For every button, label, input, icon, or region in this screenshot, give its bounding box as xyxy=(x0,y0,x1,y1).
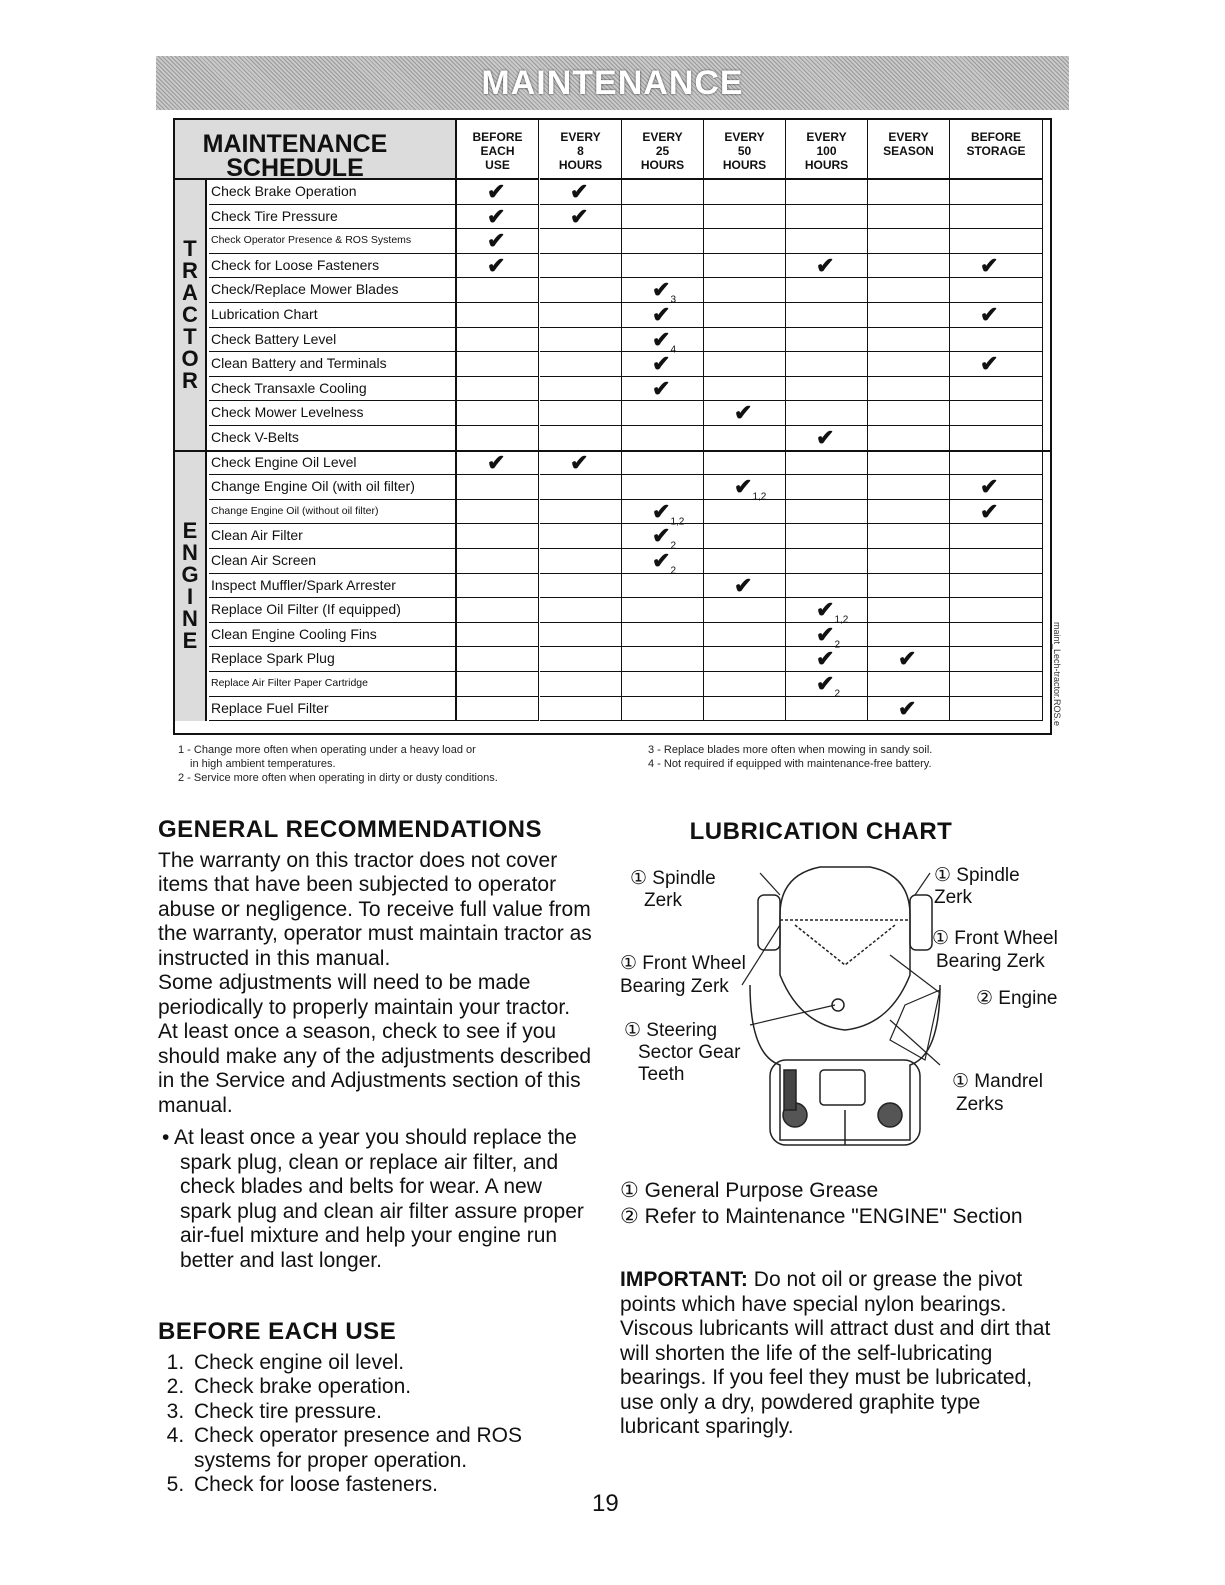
schedule-cell xyxy=(950,377,1043,402)
schedule-cell xyxy=(457,426,539,451)
section-banner xyxy=(156,56,1069,110)
schedule-cell xyxy=(622,647,704,672)
list-item: 5. Check for loose fasteners. xyxy=(190,1473,598,1498)
footnotes-right xyxy=(648,743,932,771)
schedule-cell xyxy=(622,697,704,722)
schedule-cell xyxy=(950,205,1043,230)
column-header xyxy=(704,120,786,180)
list-item: 3. Check tire pressure. xyxy=(190,1400,598,1425)
schedule-cell xyxy=(704,205,786,230)
check-mark: ✔ xyxy=(652,351,671,377)
schedule-cell xyxy=(622,598,704,623)
engine-side-label xyxy=(175,451,207,722)
schedule-cell xyxy=(540,303,622,328)
task-label: Clean Battery and Terminals xyxy=(209,352,457,377)
check-mark: ✔ xyxy=(816,646,835,672)
mandrel-label: ① Mandrel xyxy=(952,1071,1043,1092)
check-mark: ✔ xyxy=(734,572,753,598)
schedule-cell xyxy=(868,549,950,574)
footnote-1-cont: in high ambient temperatures. xyxy=(190,758,336,770)
footnote-2: 2 - Service more often when operating in dirty or dusty conditions. xyxy=(178,772,498,784)
check-note: 1,2 xyxy=(834,614,849,626)
column-header-line: HOURS xyxy=(558,158,603,172)
schedule-cell xyxy=(457,328,539,353)
engine-side-letter: G xyxy=(181,561,199,587)
schedule-cell xyxy=(950,623,1043,648)
front-wheel-left-label: ① Front Wheel xyxy=(620,953,746,974)
check-mark: ✔ xyxy=(487,203,506,229)
column-header xyxy=(950,120,1043,180)
schedule-cell xyxy=(540,500,622,525)
schedule-cell xyxy=(786,475,868,500)
column-header-line: EACH xyxy=(480,144,515,158)
task-label: Check/Replace Mower Blades xyxy=(209,278,457,303)
schedule-cell xyxy=(950,229,1043,254)
schedule-cell xyxy=(457,475,539,500)
column-header-line: HOURS xyxy=(640,158,685,172)
schedule-cell xyxy=(786,205,868,230)
schedule-cell xyxy=(622,401,704,426)
task-label: Check Engine Oil Level xyxy=(209,451,457,476)
task-label: Replace Oil Filter (If equipped) xyxy=(209,598,457,623)
schedule-cell xyxy=(704,598,786,623)
check-mark: ✔ xyxy=(980,474,999,500)
general-recommendations xyxy=(158,818,598,1273)
schedule-cell xyxy=(868,598,950,623)
check-note: 2 xyxy=(670,565,676,577)
general-paragraph-3: At least once a season, check to see if you should make any of the adjustments described in the Service and Adjustments section of this manual. xyxy=(158,1020,592,1117)
schedule-cell xyxy=(540,672,622,697)
task-label: Clean Engine Cooling Fins xyxy=(209,623,457,648)
schedule-cell xyxy=(786,278,868,303)
column-header-line: 50 xyxy=(737,144,752,158)
schedule-cell xyxy=(540,254,622,279)
schedule-cell xyxy=(457,500,539,525)
schedule-cell xyxy=(704,303,786,328)
tractor-side-letter: T xyxy=(183,236,197,262)
check-note: 2 xyxy=(670,540,676,552)
task-label: Replace Spark Plug xyxy=(209,647,457,672)
schedule-cell xyxy=(457,598,539,623)
check-note: 2 xyxy=(834,688,840,700)
schedule-cell xyxy=(457,623,539,648)
schedule-cell xyxy=(457,278,539,303)
schedule-cell xyxy=(704,672,786,697)
schedule-cell xyxy=(950,401,1043,426)
schedule-cell xyxy=(622,475,704,500)
schedule-cell xyxy=(786,328,868,353)
schedule-cell xyxy=(622,623,704,648)
schedule-cell xyxy=(868,377,950,402)
schedule-cell xyxy=(540,697,622,722)
check-mark: ✔ xyxy=(898,646,917,672)
schedule-cell xyxy=(786,500,868,525)
check-mark: $✔_{1,2}$ xyxy=(816,597,849,626)
schedule-title-line1: MAINTENANCE xyxy=(202,130,388,158)
schedule-cell xyxy=(704,697,786,722)
schedule-cell xyxy=(704,352,786,377)
schedule-cell xyxy=(540,377,622,402)
column-header xyxy=(868,120,950,180)
schedule-cell xyxy=(704,278,786,303)
schedule-cell xyxy=(868,426,950,451)
schedule-cell xyxy=(868,524,950,549)
before-each-use xyxy=(158,1320,598,1498)
task-label: Inspect Muffler/Spark Arrester xyxy=(209,574,457,599)
task-label: Lubrication Chart xyxy=(209,303,457,328)
schedule-cell xyxy=(868,303,950,328)
check-mark: ✔ xyxy=(652,302,671,327)
schedule-cell xyxy=(950,697,1043,722)
before-heading: BEFORE EACH USE xyxy=(158,1318,397,1345)
schedule-cell xyxy=(622,426,704,451)
check-note: 3 xyxy=(670,294,676,306)
schedule-cell xyxy=(704,426,786,451)
check-mark: ✔ xyxy=(898,695,917,721)
engine-side-letter: N xyxy=(182,605,198,631)
seat xyxy=(820,1070,865,1105)
check-mark: $✔_{1,2}$ xyxy=(734,474,767,503)
schedule-cell xyxy=(704,229,786,254)
schedule-cell xyxy=(704,377,786,402)
check-mark: $✔_3$ xyxy=(652,277,676,306)
page-number: 19 xyxy=(592,1490,619,1517)
schedule-cell xyxy=(622,672,704,697)
footnote-1: 1 - Change more often when operating under a heavy load or xyxy=(178,744,476,756)
schedule-cell xyxy=(540,328,622,353)
schedule-cell xyxy=(868,205,950,230)
schedule-cell xyxy=(457,672,539,697)
check-mark: ✔ xyxy=(980,302,999,327)
grease-note: ① General Purpose Grease xyxy=(620,1179,879,1202)
tractor-side-letter: O xyxy=(181,346,199,372)
schedule-cell xyxy=(786,697,868,722)
check-mark: $✔_2$ xyxy=(652,523,676,552)
column-header xyxy=(786,120,868,180)
engine-label: ② Engine xyxy=(976,988,1058,1009)
check-mark: $✔_2$ xyxy=(652,548,676,577)
schedule-cell xyxy=(868,623,950,648)
check-mark: ✔ xyxy=(980,498,999,524)
schedule-cell xyxy=(786,451,868,476)
column-header-line: HOURS xyxy=(722,158,767,172)
tractor-side-label xyxy=(175,180,207,451)
check-note: 4 xyxy=(670,343,676,355)
schedule-cell xyxy=(457,647,539,672)
schedule-cell xyxy=(786,524,868,549)
schedule-cell xyxy=(786,303,868,328)
task-label: Check Mower Levelness xyxy=(209,401,457,426)
schedule-cell xyxy=(950,647,1043,672)
front-wheel-left-label-2: Bearing Zerk xyxy=(620,976,729,997)
schedule-cell xyxy=(786,574,868,599)
schedule-cell xyxy=(786,377,868,402)
schedule-cell xyxy=(540,647,622,672)
schedule-cell xyxy=(704,328,786,353)
task-label: Check Brake Operation xyxy=(209,180,457,205)
check-mark: $✔_2$ xyxy=(816,671,840,700)
tractor-side-letter: A xyxy=(182,280,198,306)
schedule-cell xyxy=(540,549,622,574)
engine-side-letter: E xyxy=(182,627,198,653)
schedule-cell xyxy=(950,180,1043,205)
column-header-line: BEFORE xyxy=(472,130,523,144)
schedule-cell xyxy=(868,475,950,500)
steering-label: ① Steering xyxy=(624,1020,718,1041)
footnote-4: 4 - Not required if equipped with maintenance-free battery. xyxy=(648,758,932,770)
check-mark: ✔ xyxy=(816,425,835,450)
task-label: Clean Air Filter xyxy=(209,524,457,549)
tractor-side-letter: T xyxy=(183,324,197,350)
engine-section-note: ② Refer to Maintenance "ENGINE" Section xyxy=(620,1205,1023,1228)
schedule-cell xyxy=(786,549,868,574)
schedule-cell xyxy=(622,180,704,205)
schedule-cell xyxy=(540,401,622,426)
task-label: Check V-Belts xyxy=(209,426,457,451)
schedule-cell xyxy=(540,426,622,451)
important-note xyxy=(620,1268,1065,1440)
list-item: 1. Check engine oil level. xyxy=(190,1351,598,1376)
schedule-cell xyxy=(704,524,786,549)
check-mark: ✔ xyxy=(980,252,999,278)
general-bullet: • At least once a year you should replace the spark plug, clean or replace air filter, and check blades and belts for wear. A new spark plug and clean air filter assure proper air-fuel mixture and help your engine run better and last longer. xyxy=(162,1126,584,1272)
schedule-cell xyxy=(704,549,786,574)
lubrication-notes xyxy=(620,1178,1023,1230)
column-header-line: EVERY xyxy=(806,130,847,144)
schedule-cell xyxy=(540,229,622,254)
schedule-cell xyxy=(868,500,950,525)
schedule-cell xyxy=(950,549,1043,574)
tractor-side-letter: R xyxy=(182,368,198,394)
steering-label-3: Teeth xyxy=(638,1064,685,1085)
schedule-cell xyxy=(540,574,622,599)
schedule-cell xyxy=(704,647,786,672)
tractor-side-letter: R xyxy=(182,258,198,284)
schedule-cell xyxy=(950,328,1043,353)
column-header xyxy=(622,120,704,180)
schedule-cell xyxy=(868,574,950,599)
schedule-cell xyxy=(457,697,539,722)
schedule-cell xyxy=(704,451,786,476)
schedule-cell xyxy=(704,623,786,648)
check-note: 2 xyxy=(834,639,840,651)
schedule-cell xyxy=(540,524,622,549)
spindle-left-label: ① Spindle xyxy=(630,868,716,889)
schedule-title-line2: SCHEDULE xyxy=(226,154,364,182)
schedule-cell xyxy=(950,672,1043,697)
schedule-cell xyxy=(540,278,622,303)
spindle-right-label-2: Zerk xyxy=(934,887,972,908)
column-header-line: HOURS xyxy=(804,158,849,172)
schedule-cell xyxy=(704,180,786,205)
task-label: Clean Air Screen xyxy=(209,549,457,574)
footnote-3: 3 - Replace blades more often when mowing in sandy soil. xyxy=(648,744,933,756)
engine-side-letter: E xyxy=(182,517,198,543)
check-mark: ✔ xyxy=(816,252,835,278)
schedule-cell xyxy=(950,426,1043,451)
schedule-cell xyxy=(457,524,539,549)
schedule-cell xyxy=(704,254,786,279)
check-mark: ✔ xyxy=(734,400,753,426)
lubrication-heading: LUBRICATION CHART xyxy=(689,818,953,845)
check-mark: ✔ xyxy=(487,179,506,204)
column-header-line: 100 xyxy=(816,144,837,158)
schedule-cell xyxy=(622,205,704,230)
column-header-line: 25 xyxy=(655,144,670,158)
maintenance-schedule-table xyxy=(173,118,1052,735)
schedule-cell xyxy=(868,180,950,205)
spindle-right-label: ① Spindle xyxy=(934,865,1020,886)
check-mark: ✔ xyxy=(487,449,506,475)
engine-side-letter: N xyxy=(182,539,198,565)
check-mark: ✔ xyxy=(570,179,589,204)
schedule-cell xyxy=(704,500,786,525)
check-mark: $✔_{1,2}$ xyxy=(652,498,685,528)
check-mark: $✔_4$ xyxy=(652,326,676,355)
column-header-line: USE xyxy=(485,158,510,172)
column-header-line: EVERY xyxy=(724,130,765,144)
schedule-cell xyxy=(950,598,1043,623)
schedule-cell xyxy=(540,352,622,377)
schedule-cell xyxy=(622,254,704,279)
banner-title: MAINTENANCE xyxy=(481,63,744,102)
schedule-cell xyxy=(950,574,1043,599)
task-label: Check Operator Presence & ROS Systems xyxy=(209,229,457,254)
right-mandrel xyxy=(878,1103,902,1127)
footnotes-left xyxy=(178,743,498,785)
task-label: Check for Loose Fasteners xyxy=(209,254,457,279)
column-header-line: BEFORE xyxy=(970,130,1021,144)
task-label: Check Transaxle Cooling xyxy=(209,377,457,402)
task-label: Change Engine Oil (with oil filter) xyxy=(209,475,457,500)
front-right-wheel xyxy=(910,895,932,950)
schedule-cell xyxy=(868,278,950,303)
schedule-cell xyxy=(868,672,950,697)
schedule-cell xyxy=(868,229,950,254)
task-label: Change Engine Oil (without oil filter) xyxy=(209,500,457,525)
schedule-cell xyxy=(868,352,950,377)
schedule-cell xyxy=(786,180,868,205)
column-header xyxy=(540,120,622,180)
column-header-line: SEASON xyxy=(883,144,934,158)
schedule-cell xyxy=(457,352,539,377)
column-header-line: EVERY xyxy=(642,130,683,144)
schedule-cell xyxy=(950,278,1043,303)
schedule-cell xyxy=(540,623,622,648)
important-label: IMPORTANT: xyxy=(620,1268,748,1291)
check-mark: $✔_2$ xyxy=(816,621,840,651)
check-mark: ✔ xyxy=(980,351,999,377)
document-code: maint_Lech-tractor.ROS.e xyxy=(1052,622,1062,727)
mandrel-label-2: Zerks xyxy=(956,1094,1004,1115)
check-mark: ✔ xyxy=(487,252,506,278)
column-header xyxy=(457,120,539,180)
task-label: Replace Air Filter Paper Cartridge xyxy=(209,672,457,697)
important-text: Do not oil or grease the pivot points which have special nylon bearings. Viscous lubricants will attract dust and dirt that will shorten the life of the self-lubricating bearings. If you feel they must be lubricated, use only a dry, powdered graphite type lubricant sparingly. xyxy=(620,1268,1051,1438)
schedule-cell xyxy=(868,401,950,426)
schedule-cell xyxy=(868,328,950,353)
check-mark: ✔ xyxy=(570,203,589,229)
schedule-cell xyxy=(457,574,539,599)
check-mark: ✔ xyxy=(652,375,671,401)
list-item: 4. Check operator presence and ROS systems for proper operation. xyxy=(190,1424,598,1473)
check-mark: ✔ xyxy=(487,228,506,254)
column-header-line: 8 xyxy=(577,144,584,158)
schedule-cell xyxy=(786,352,868,377)
schedule-cell xyxy=(622,574,704,599)
schedule-title xyxy=(175,120,457,180)
hood-outline xyxy=(780,867,910,1030)
check-mark: ✔ xyxy=(570,449,589,475)
schedule-cell xyxy=(786,401,868,426)
schedule-cell xyxy=(622,451,704,476)
schedule-cell xyxy=(950,451,1043,476)
column-header-line: EVERY xyxy=(560,130,601,144)
general-paragraph-2: Some adjustments will need to be made periodically to properly maintain your tractor. xyxy=(158,971,571,1019)
tractor-diagram xyxy=(740,855,950,1150)
task-label: Check Battery Level xyxy=(209,328,457,353)
schedule-cell xyxy=(950,524,1043,549)
task-label: Check Tire Pressure xyxy=(209,205,457,230)
schedule-cell xyxy=(457,549,539,574)
column-header-line: EVERY xyxy=(888,130,929,144)
general-heading: GENERAL RECOMMENDATIONS xyxy=(158,816,542,843)
column-header-line: STORAGE xyxy=(966,144,1026,158)
task-label: Replace Fuel Filter xyxy=(209,697,457,722)
list-item: 2. Check brake operation. xyxy=(190,1375,598,1400)
lubrication-chart xyxy=(616,818,1066,846)
tractor-side-letter: C xyxy=(182,302,198,328)
schedule-cell xyxy=(868,451,950,476)
schedule-cell xyxy=(457,401,539,426)
check-note: 1,2 xyxy=(752,491,767,503)
schedule-cell xyxy=(868,254,950,279)
spindle-left-label-2: Zerk xyxy=(644,890,682,911)
engine-side-letter: I xyxy=(186,583,194,609)
check-note: 1,2 xyxy=(670,516,685,528)
steering-label-2: Sector Gear xyxy=(638,1042,741,1063)
schedule-cell xyxy=(786,229,868,254)
schedule-cell xyxy=(540,475,622,500)
front-wheel-right-label-2: Bearing Zerk xyxy=(936,951,1045,972)
schedule-cell xyxy=(457,377,539,402)
schedule-cell xyxy=(622,229,704,254)
schedule-cell xyxy=(457,303,539,328)
before-list xyxy=(158,1351,598,1498)
general-paragraph-1: The warranty on this tractor does not cover items that have been subjected to operator abuse or negligence. To receive full value from the warranty, operator must maintain tractor as instructed in this manual. xyxy=(158,848,592,970)
schedule-cell xyxy=(540,598,622,623)
front-wheel-right-label: ① Front Wheel xyxy=(932,928,1058,949)
